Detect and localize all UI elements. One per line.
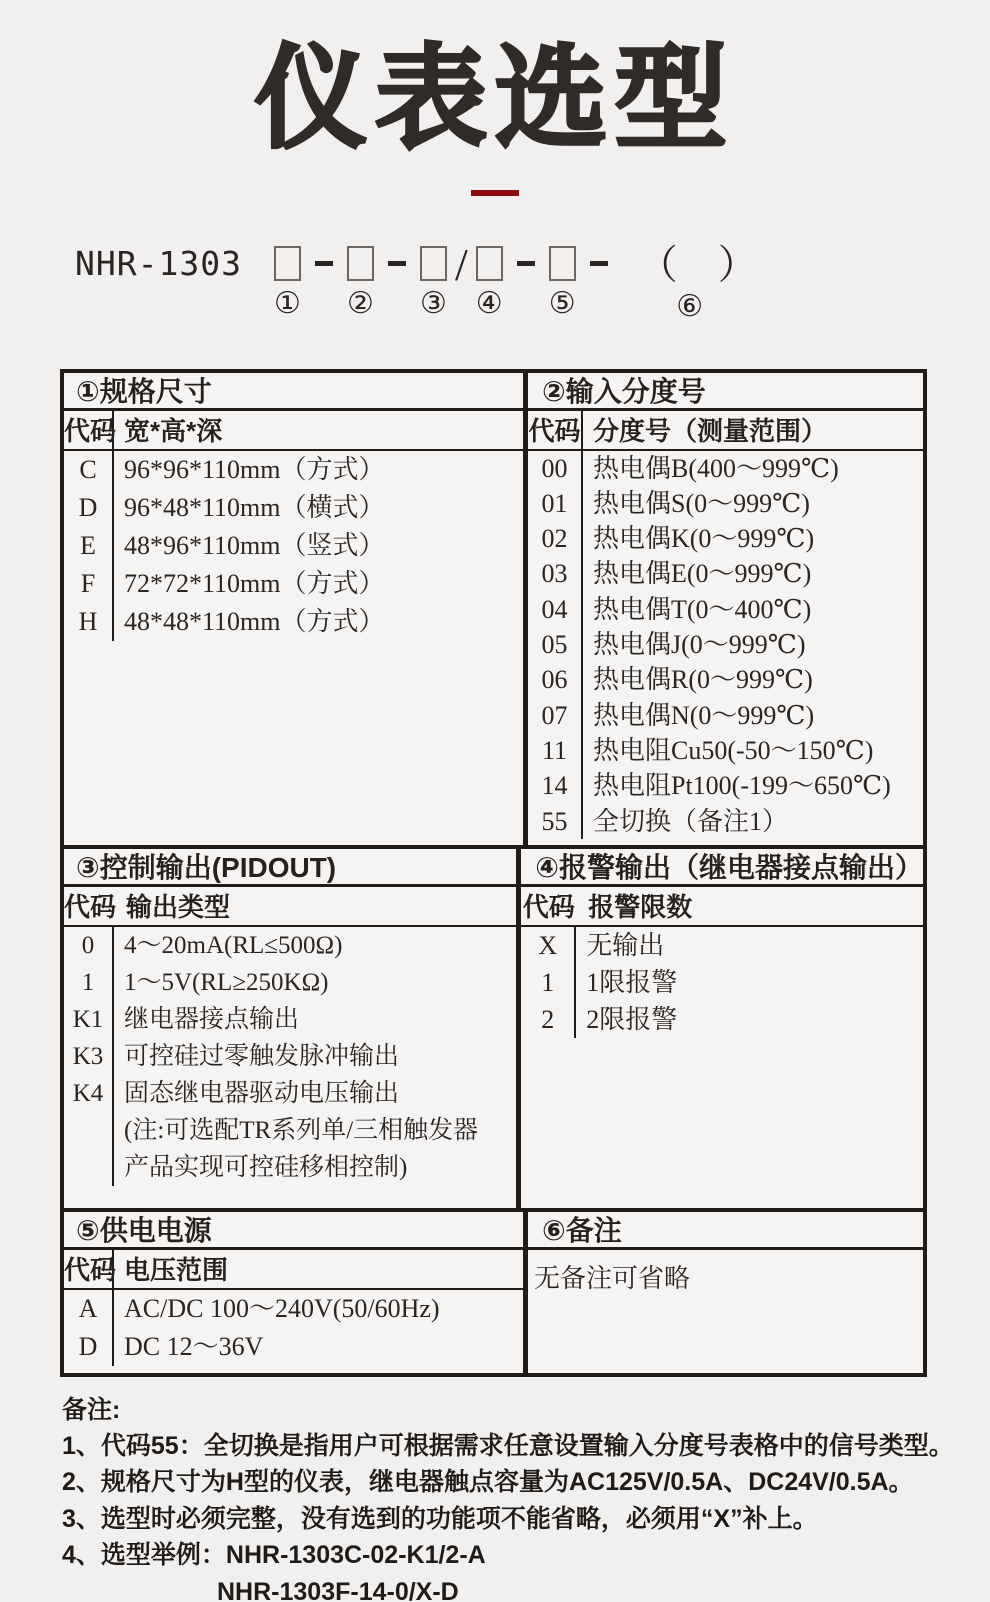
code-cell: X bbox=[538, 930, 558, 960]
dash-separator bbox=[315, 261, 333, 266]
section-3-header: ③控制输出(PIDOUT) bbox=[64, 849, 516, 887]
footnote-4-example-2: NHR-1303F-14-0/X-D bbox=[217, 1577, 459, 1602]
section-2-column-headers bbox=[528, 411, 923, 451]
section-control-output bbox=[64, 849, 516, 1208]
desc-cell: 96*48*110mm（横式） bbox=[124, 492, 385, 522]
code-box-3 bbox=[420, 246, 447, 281]
section-5-rows bbox=[64, 1290, 523, 1366]
code-cell: 1 bbox=[81, 968, 95, 996]
section-2-rows bbox=[528, 451, 923, 839]
dash-separator bbox=[388, 261, 406, 266]
code-cell: E bbox=[80, 530, 96, 560]
desc-cell: 热电阻Cu50(-50～150℃) bbox=[593, 735, 874, 765]
model-slot-4 bbox=[476, 246, 503, 320]
section-4-rows bbox=[521, 927, 923, 1038]
desc-column bbox=[114, 451, 523, 641]
desc-cell: 1限报警 bbox=[586, 967, 678, 997]
dash-separator bbox=[517, 261, 535, 266]
model-slot-3 bbox=[420, 246, 447, 320]
desc-cell: 可控硅过零触发脉冲输出 bbox=[124, 1042, 400, 1070]
section-1-column-headers bbox=[64, 411, 523, 451]
parentheses-slot: （ ） bbox=[637, 241, 758, 287]
table-band-1 bbox=[64, 373, 923, 849]
code-box-2 bbox=[347, 246, 374, 281]
code-cell bbox=[64, 1112, 112, 1149]
desc-cell: AC/DC 100～240V(50/60Hz) bbox=[124, 1293, 440, 1323]
code-cell: 01 bbox=[541, 488, 568, 518]
code-column bbox=[521, 927, 576, 1038]
code-cell: 00 bbox=[541, 453, 568, 483]
code-cell: 14 bbox=[541, 771, 568, 801]
code-cell: A bbox=[78, 1293, 98, 1323]
model-slot-1 bbox=[274, 246, 301, 320]
desc-cell: 热电偶E(0～999℃) bbox=[593, 559, 812, 589]
code-column-header: 代码 bbox=[522, 891, 575, 922]
code-cell: H bbox=[78, 606, 98, 636]
code-cell: 06 bbox=[541, 665, 568, 695]
desc-column-header: 输出类型 bbox=[126, 891, 231, 922]
code-cell: 07 bbox=[541, 700, 568, 730]
desc-cell: 热电偶T(0～400℃) bbox=[593, 594, 812, 624]
position-number-4: ④ bbox=[475, 286, 503, 320]
section-spec-size bbox=[64, 373, 523, 845]
section-5-column-headers bbox=[64, 1250, 523, 1290]
position-number-5: ⑤ bbox=[548, 286, 576, 320]
desc-cell: (注:可选配TR系列单/三相触发器 bbox=[124, 1116, 479, 1144]
code-box-1 bbox=[274, 246, 301, 281]
footnotes-label: 备注: bbox=[62, 1395, 121, 1424]
code-column-header: 代码 bbox=[528, 411, 583, 449]
footnotes bbox=[62, 1392, 990, 1602]
desc-column bbox=[583, 451, 923, 839]
section-remarks bbox=[523, 1212, 923, 1373]
table-band-2 bbox=[64, 849, 923, 1212]
desc-cell: 产品实现可控硅移相控制) bbox=[124, 1153, 408, 1181]
code-cell: F bbox=[80, 568, 96, 598]
position-number-2: ② bbox=[347, 286, 374, 320]
code-cell: D bbox=[78, 1331, 98, 1361]
model-prefix: NHR-1303 bbox=[75, 243, 242, 283]
desc-cell: 2限报警 bbox=[586, 1004, 678, 1034]
code-column-header: 代码 bbox=[64, 891, 117, 922]
footnote-3: 3、选型时必须完整，没有选到的功能项不能省略，必须用“X”补上。 bbox=[62, 1504, 818, 1533]
code-column bbox=[528, 451, 583, 839]
desc-cell: 热电偶S(0～999℃) bbox=[593, 488, 810, 518]
code-cell: 2 bbox=[541, 1004, 555, 1034]
code-cell: 05 bbox=[541, 630, 568, 660]
section-4-header: ④报警输出（继电器接点输出） bbox=[521, 849, 923, 887]
section-5-header: ⑤供电电源 bbox=[64, 1212, 523, 1250]
footnote-4: 4、选型举例：NHR-1303C-02-K1/2-A bbox=[62, 1541, 486, 1570]
section-6-header: ⑥备注 bbox=[528, 1212, 923, 1250]
desc-cell: 热电偶N(0～999℃) bbox=[593, 700, 815, 730]
desc-cell: 4～20mA(RL≤500Ω) bbox=[124, 931, 343, 959]
page-title: 仪表选型 bbox=[255, 36, 735, 161]
code-cell: 04 bbox=[541, 594, 568, 624]
desc-cell: 热电阻Pt100(-199～650℃) bbox=[593, 771, 891, 801]
code-column bbox=[64, 451, 114, 641]
desc-cell: 热电偶B(400～999℃) bbox=[593, 453, 839, 483]
code-column-header: 代码 bbox=[64, 1250, 114, 1288]
desc-cell: 固态继电器驱动电压输出 bbox=[124, 1079, 400, 1107]
section-input-graduation bbox=[523, 373, 923, 845]
desc-cell: 无输出 bbox=[586, 930, 665, 960]
desc-cell: 热电偶R(0～999℃) bbox=[593, 665, 813, 695]
desc-cell: 继电器接点输出 bbox=[124, 1005, 300, 1033]
section-3-rows bbox=[64, 927, 516, 1186]
section-alarm-output bbox=[516, 849, 923, 1208]
desc-cell: 48*96*110mm（竖式） bbox=[124, 530, 385, 560]
section-4-column-headers bbox=[521, 887, 923, 927]
model-slot-6 bbox=[622, 241, 758, 323]
desc-column bbox=[576, 927, 923, 1038]
code-cell: 1 bbox=[541, 967, 555, 997]
desc-column-header: 分度号（测量范围） bbox=[593, 415, 828, 446]
remarks-note: 无备注可省略 bbox=[534, 1263, 691, 1293]
selection-table bbox=[60, 369, 927, 1377]
desc-cell: 48*48*110mm（方式） bbox=[124, 606, 385, 636]
code-cell: 02 bbox=[541, 524, 568, 554]
code-cell: K1 bbox=[72, 1005, 104, 1033]
slash-separator: / bbox=[454, 238, 468, 290]
table-band-3 bbox=[64, 1212, 923, 1373]
code-column bbox=[64, 1290, 114, 1366]
desc-cell: DC 12～36V bbox=[124, 1331, 264, 1361]
code-box-4 bbox=[476, 246, 503, 281]
code-cell bbox=[64, 1149, 112, 1186]
model-code-line bbox=[75, 238, 990, 323]
code-cell: K4 bbox=[72, 1079, 104, 1107]
section-3-column-headers bbox=[64, 887, 516, 927]
position-number-1: ① bbox=[274, 286, 301, 320]
section-power-supply bbox=[64, 1212, 523, 1373]
desc-cell: 热电偶J(0～999℃) bbox=[593, 630, 806, 660]
code-box-5 bbox=[549, 246, 576, 281]
desc-cell: 96*96*110mm（方式） bbox=[124, 454, 385, 484]
code-cell: 55 bbox=[541, 806, 568, 836]
page bbox=[0, 26, 990, 1602]
dash-separator bbox=[590, 261, 608, 266]
code-cell: 11 bbox=[541, 735, 568, 765]
model-slot-2 bbox=[347, 246, 374, 320]
model-slot-5 bbox=[549, 246, 576, 320]
desc-column bbox=[114, 1290, 523, 1366]
code-cell: D bbox=[78, 492, 98, 522]
desc-column-header: 报警限数 bbox=[588, 891, 693, 922]
title-divider bbox=[471, 190, 519, 196]
section-2-header: ②输入分度号 bbox=[528, 373, 923, 411]
desc-cell: 全切换（备注1） bbox=[593, 806, 789, 836]
footnote-1: 1、代码55：全切换是指用户可根据需求任意设置输入分度号表格中的信号类型。 bbox=[62, 1431, 954, 1460]
desc-cell: 1～5V(RL≥250KΩ) bbox=[124, 968, 329, 996]
code-cell: C bbox=[79, 454, 97, 484]
code-cell: 03 bbox=[541, 559, 568, 589]
code-cell: 0 bbox=[81, 931, 95, 959]
desc-column-header: 宽*高*深 bbox=[124, 415, 223, 446]
desc-cell: 72*72*110mm（方式） bbox=[124, 568, 385, 598]
code-cell: K3 bbox=[72, 1042, 104, 1070]
code-column-header: 代码 bbox=[64, 411, 114, 449]
desc-column-header: 电压范围 bbox=[124, 1254, 229, 1285]
desc-column bbox=[114, 927, 516, 1186]
section-1-header: ①规格尺寸 bbox=[64, 373, 523, 411]
code-column bbox=[64, 927, 114, 1186]
position-number-6: ⑥ bbox=[676, 289, 704, 323]
position-number-3: ③ bbox=[420, 286, 447, 320]
footnote-2: 2、规格尺寸为H型的仪表，继电器触点容量为AC125V/0.5A、DC24V/0.5A。 bbox=[62, 1468, 914, 1497]
desc-cell: 热电偶K(0～999℃) bbox=[593, 524, 815, 554]
section-1-rows bbox=[64, 451, 523, 641]
